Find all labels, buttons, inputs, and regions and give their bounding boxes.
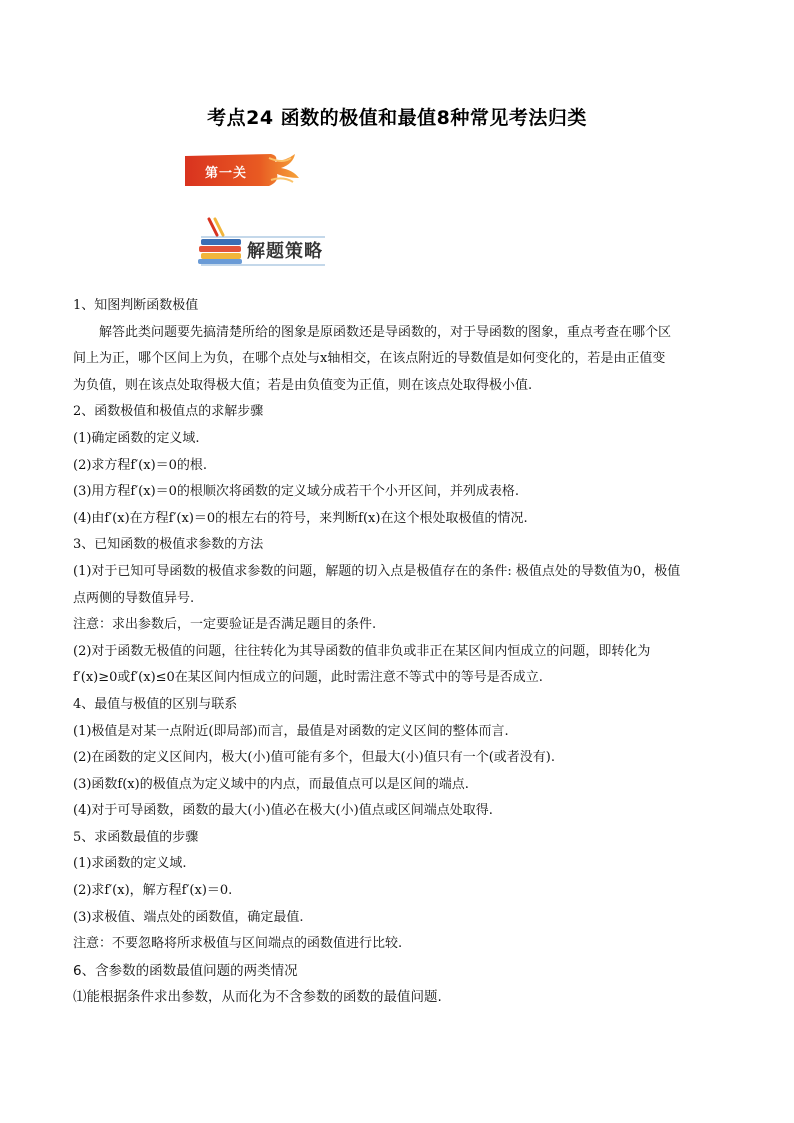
strategy-header <box>195 215 335 270</box>
section-heading-6: 6、含参数的函数最值问题的两类情况 <box>73 962 298 979</box>
strategy-title: 解题策略 <box>247 241 323 262</box>
note-line: 注意：求出参数后，一定要验证是否满足题目的条件. <box>73 617 377 633</box>
step-item: (2)求方程f′(x)＝0的根. <box>73 457 208 473</box>
step-item: (4)由f′(x)在方程f′(x)＝0的根左右的符号，来判断f(x)在这个根处取极值的情况. <box>73 510 528 526</box>
paragraph-line: 间上为正，哪个区间上为负，在哪个点处与x轴相交，在该点附近的导数值是如何变化的，若是由正值变 <box>73 351 666 367</box>
step-item: (3)用方程f′(x)＝0的根顺次将函数的定义域分成若干个小开区间，并列成表格. <box>73 484 520 500</box>
section-heading-4: 4、最值与极值的区别与联系 <box>73 696 238 712</box>
paragraph-line: 解答此类问题要先搞清楚所给的图象是原函数还是导函数的，对于导函数的图象，重点考查在哪个区 <box>99 324 672 340</box>
section-heading-5: 5、求函数最值的步骤 <box>73 829 199 845</box>
step-item: (2)在函数的定义区间内，极大(小)值可能有多个，但最大(小)值只有一个(或者没有). <box>73 750 555 766</box>
section-heading-1: 1、知图判断函数极值 <box>73 298 199 313</box>
section-heading-2: 2、函数极值和极值点的求解步骤 <box>73 404 264 420</box>
page-title: 考点24 函数的极值和最值8种常见考法归类 <box>207 107 587 129</box>
step-item: (3)函数f(x)的极值点为定义域中的内点，而最值点可以是区间的端点. <box>73 776 469 792</box>
paragraph-line: 为负值，则在该点处取得极大值；若是由负值变为正值，则在该点处取得极小值. <box>73 377 533 393</box>
level-banner <box>183 150 303 190</box>
note-line: 注意：不要忽略将所求极值与区间端点的函数值进行比较. <box>73 936 403 952</box>
paragraph-line: (1)对于已知可导函数的极值求参数的问题，解题的切入点是极值存在的条件: 极值点处的导数值为0，极值 <box>73 563 681 579</box>
step-item: (1)确定函数的定义域. <box>73 430 200 446</box>
step-item: (1)极值是对某一点附近(即局部)而言，最值是对函数的定义区间的整体而言. <box>73 723 509 739</box>
paragraph-line: (2)对于函数无极值的问题，往往转化为其导函数的值非负或非正在某区间内恒成立的问题，即转化为 <box>73 643 651 659</box>
step-item: (4)对于可导函数，函数的最大(小)值必在极大(小)值点或区间端点处取得. <box>73 803 493 819</box>
strategy-content <box>73 293 723 1011</box>
step-item: ⑴能根据条件求出参数，从而化为不含参数的函数的最值问题. <box>73 989 442 1006</box>
step-item: (3)求极值、端点处的函数值，确定最值. <box>73 909 304 925</box>
paragraph-line: f′(x)≥0或f′(x)≤0在某区间内恒成立的问题，此时需注意不等式中的等号是否成立. <box>73 670 543 686</box>
section-heading-3: 3、已知函数的极值求参数的方法 <box>73 537 264 553</box>
step-item: (1)求函数的定义域. <box>73 856 187 872</box>
paragraph-line: 点两侧的导数值异号. <box>73 590 195 606</box>
step-item: (2)求f′(x)，解方程f′(x)＝0. <box>73 883 233 899</box>
level-label: 第一关 <box>205 166 248 181</box>
